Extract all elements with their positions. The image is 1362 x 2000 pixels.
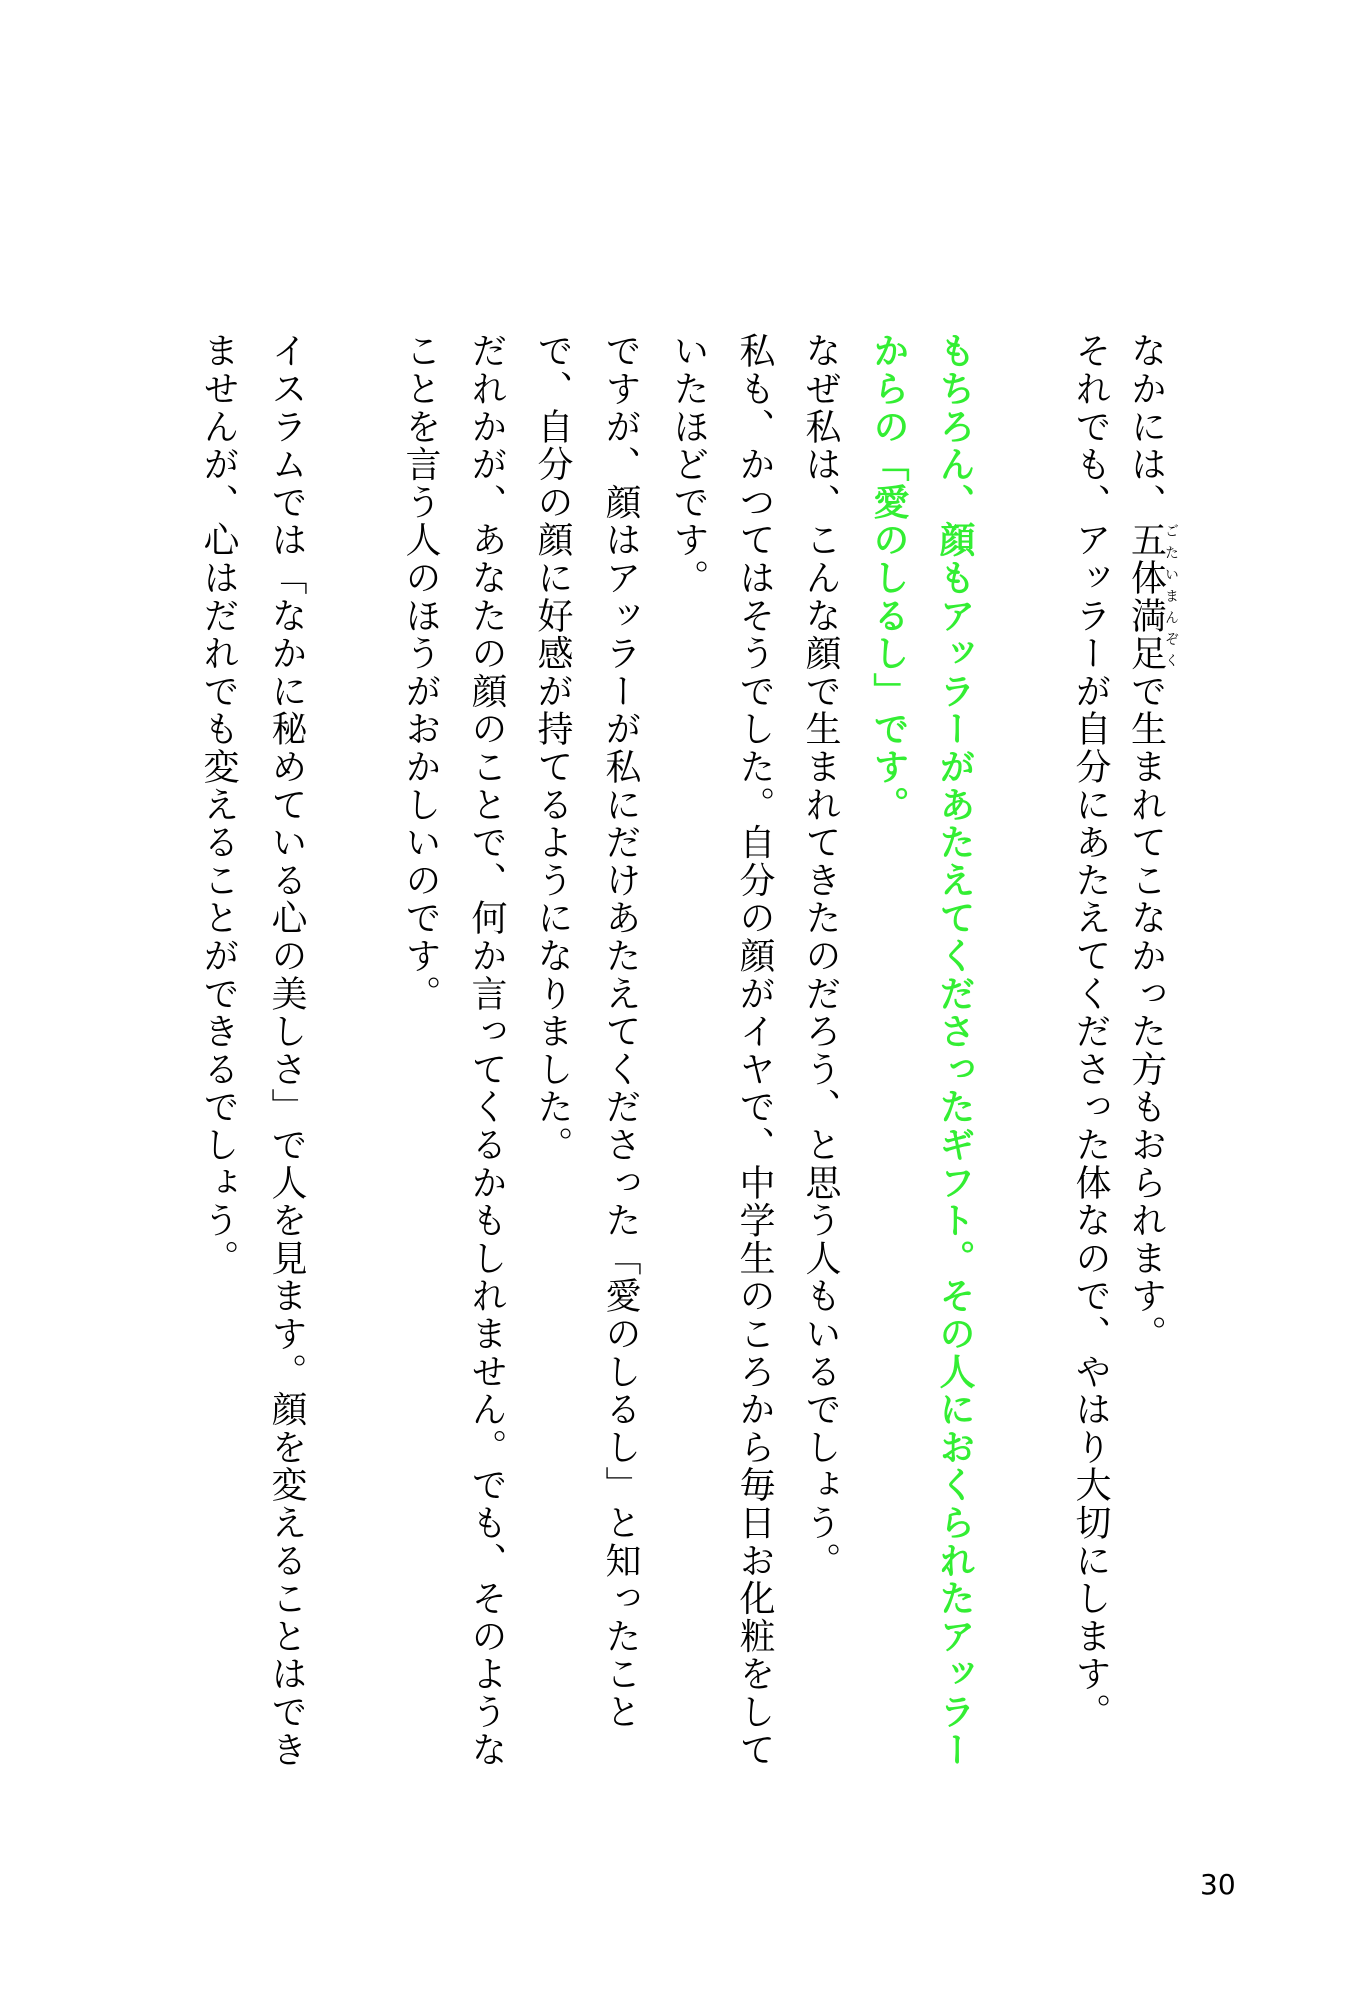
text-column-5: なぜ私は、こんな顔で生まれてきたのだろう、と思う人もいるでしょう。: [800, 332, 841, 1580]
column-1-post: で生まれてこなかった方もおられます。: [1125, 672, 1167, 1353]
text-column-2: それでも、アッラーが自分にあたえてくださった体なので、やはり大切にします。: [1070, 332, 1111, 1731]
text-column-10: だれかが、あなたの顔のことで、何か言ってくるかもしれません。でも、そのような: [466, 332, 507, 1769]
text-column-8: ですが、顔はアッラーが私にだけあたえてくださった「愛のしるし」と知ったこと: [600, 332, 641, 1731]
text-column-6: 私も、かつてはそうでした。自分の顔がイヤで、中学生のころから毎日お化粧をして: [734, 332, 775, 1769]
text-column-12: イスラムでは「なかに秘めている心の美しさ」で人を見ます。顔を変えることはでき: [266, 332, 307, 1769]
text-column-11: ことを言う人のほうがおかしいのです。: [400, 332, 441, 1013]
column-1-pre: なかには、: [1125, 332, 1167, 521]
page-number: 30: [1200, 1868, 1236, 1901]
furigana-gotaimanzoku: [1125, 521, 1179, 673]
text-column-13: ませんが、心はだれでも変えることができるでしょう。: [198, 332, 239, 1277]
text-column-9: で、自分の顔に好感が持てるようになりました。: [532, 332, 573, 1164]
ruby-base: 五体満足: [1125, 521, 1167, 673]
highlight-column-1: もちろん、顔もアッラーがあたえてくださったギフト。その人におくられたアッラー: [934, 332, 975, 1769]
highlight-column-2: からの「愛のしるし」です。: [868, 332, 909, 824]
ruby-text: ごたいまんぞく: [1163, 521, 1179, 673]
text-column-1: [1125, 332, 1179, 1772]
text-column-7: いたほどです。: [668, 332, 709, 597]
